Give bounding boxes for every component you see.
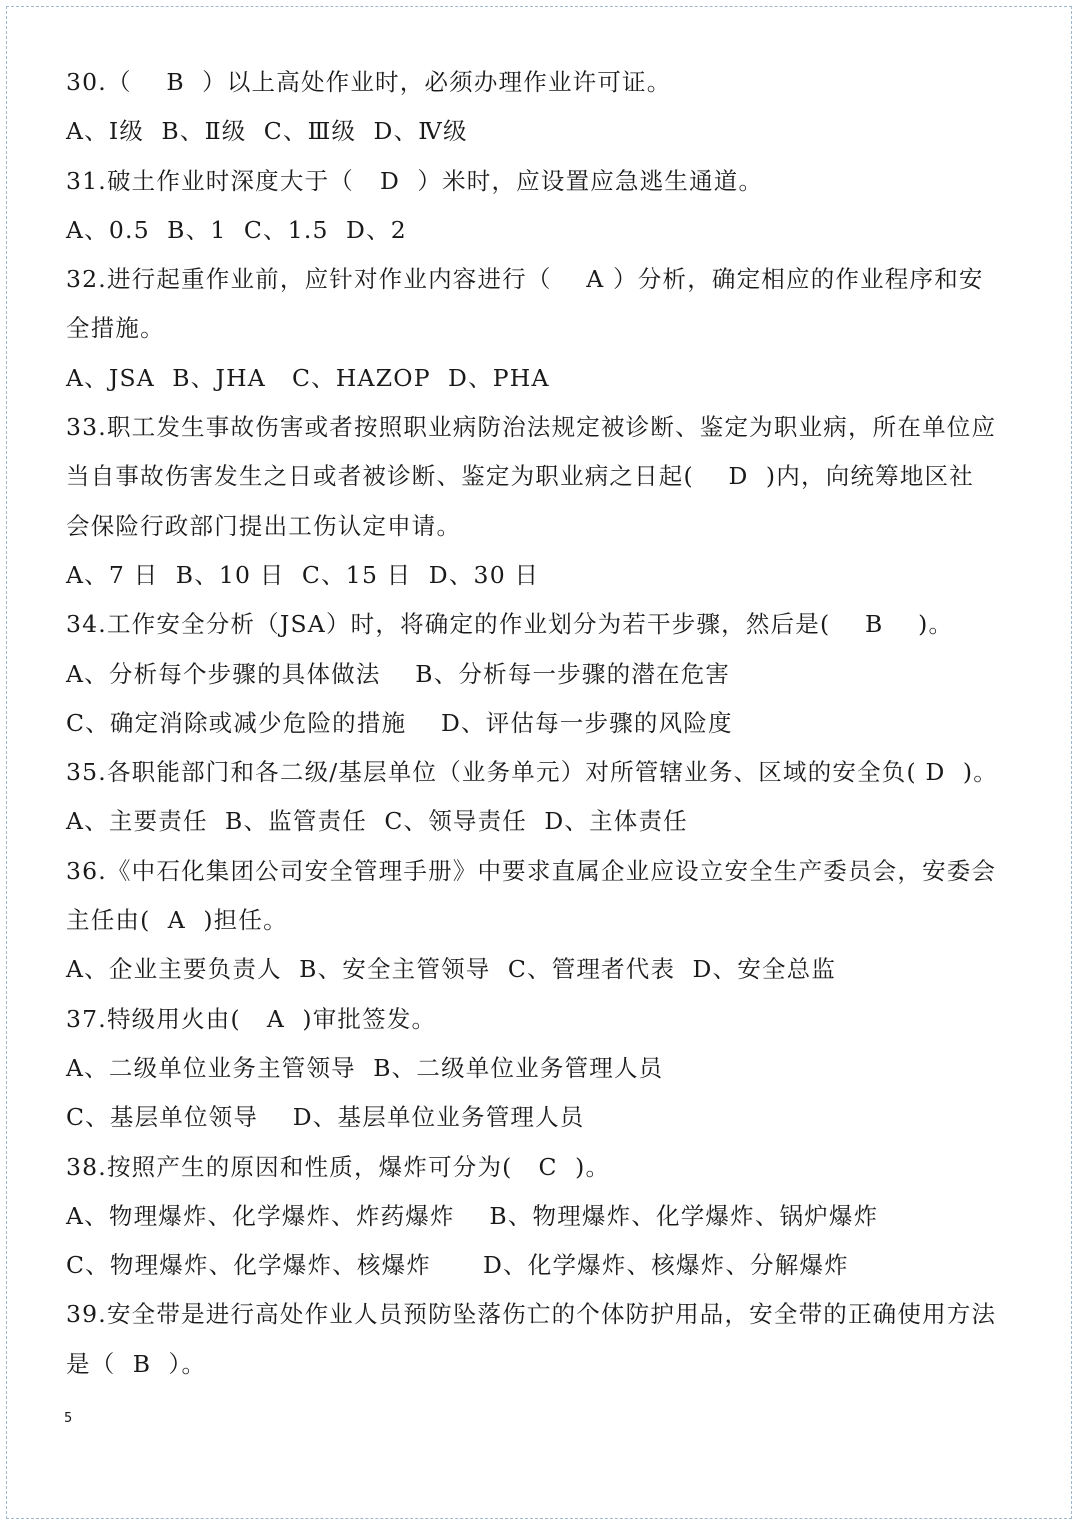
q33-stem-line3: 会保险行政部门提出工伤认定申请。 [66, 511, 462, 540]
q37-stem: 37.特级用火由( A )审批签发。 [66, 1004, 437, 1033]
q34-stem: 34.工作安全分析（JSA）时，将确定的作业划分为若干步骤，然后是( B )。 [66, 610, 954, 639]
q38-options-cd: C、物理爆炸、化学爆炸、核爆炸 D、化学爆炸、核爆炸、分解爆炸 [66, 1251, 849, 1280]
q36-stem-line2: 主任由( A )担任。 [66, 906, 288, 935]
q35-stem: 35.各职能部门和各二级/基层单位（业务单元）对所管辖业务、区域的安全负( D )。 [66, 758, 998, 787]
q31-options: A、0.5 B、1 C、1.5 D、2 [66, 215, 407, 244]
q30-stem: 30.（ B ）以上高处作业时，必须办理作业许可证。 [66, 68, 672, 96]
q38-stem: 38.按照产生的原因和性质，爆炸可分为( C )。 [66, 1152, 611, 1181]
q38-options-ab: A、物理爆炸、化学爆炸、炸药爆炸 B、物理爆炸、化学爆炸、锅炉爆炸 [66, 1201, 879, 1230]
q35-options: A、主要责任 B、监管责任 C、领导责任 D、主体责任 [66, 807, 688, 836]
q32-options: A、JSA B、JHA C、HAZOP D、PHA [66, 363, 550, 392]
q32-stem-line1: 32.进行起重作业前，应针对作业内容进行（ A ）分析，确定相应的作业程序和安 [66, 265, 984, 294]
q33-stem-line2: 当自事故伤害发生之日或者被诊断、鉴定为职业病之日起( D )内，向统筹地区社 [66, 462, 974, 491]
q37-options-cd: C、基层单位领导 D、基层单位业务管理人员 [66, 1103, 585, 1132]
q39-stem-line1: 39.安全带是进行高处作业人员预防坠落伤亡的个体防护用品，安全带的正确使用方法 [66, 1300, 997, 1329]
q31-stem: 31.破土作业时深度大于（ D ）米时，应设置应急逃生通道。 [66, 166, 764, 195]
q32-stem-line2: 全措施。 [66, 314, 165, 343]
q34-options-cd: C、确定消除或减少危险的措施 D、评估每一步骤的风险度 [66, 708, 733, 737]
q36-stem-line1: 36.《中石化集团公司安全管理手册》中要求直属企业应设立安全生产委员会，安委会 [66, 856, 997, 885]
q36-options: A、企业主要负责人 B、安全主管领导 C、管理者代表 D、安全总监 [66, 955, 837, 984]
q39-stem-line2: 是（ B ）。 [66, 1349, 207, 1378]
q33-options: A、7 日 B、10 日 C、15 日 D、30 日 [66, 560, 540, 589]
q30-options: A、Ⅰ级 B、Ⅱ级 C、Ⅲ级 D、Ⅳ级 [66, 117, 468, 146]
q34-options-ab: A、分析每个步骤的具体做法 B、分析每一步骤的潜在危害 [66, 659, 731, 688]
q33-stem-line1: 33.职工发生事故伤害或者按照职业病防治法规定被诊断、鉴定为职业病，所在单位应 [66, 413, 997, 442]
question-text-block [66, 58, 1024, 1389]
page-number: 5 [64, 1411, 73, 1426]
q37-options-ab: A、二级单位业务主管领导 B、二级单位业务管理人员 [66, 1053, 664, 1082]
